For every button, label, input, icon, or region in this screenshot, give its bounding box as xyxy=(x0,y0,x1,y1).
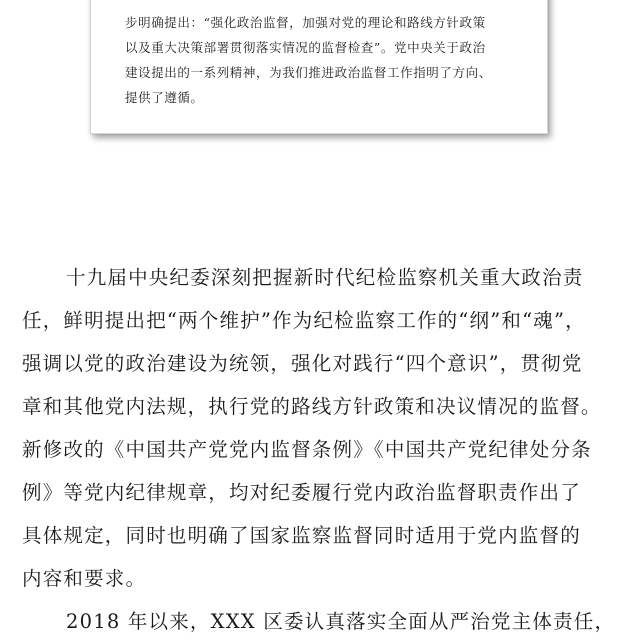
paragraph-line: 强调以党的政治建设为统领，强化对践行“四个意识”，贯彻党 xyxy=(22,352,583,375)
paragraph-line: 例》等党内纪律规章，均对纪委履行党内政治监督职责作出了 xyxy=(22,481,581,504)
quote-line: 提供了遵循。 xyxy=(125,90,204,105)
paragraph-line: 十九届中央纪委深刻把握新时代纪检监察机关重大政治责 xyxy=(66,266,584,289)
paragraph-line: 具体规定，同时也明确了国家监察监督同时适用于党内监督的 xyxy=(22,524,581,547)
quote-box xyxy=(90,0,548,134)
paragraph-line: 任，鲜明提出把“两个维护”作为纪检监察工作的“纲”和“魂”， xyxy=(22,309,586,332)
paragraph-line: 内容和要求。 xyxy=(22,567,147,590)
quote-line: 以及重大决策部署贯彻落实情况的监督检查”。党中央关于政治 xyxy=(125,40,486,55)
paragraph-line: 章和其他党内法规，执行党的路线方针政策和决议情况的监督。 xyxy=(22,395,602,418)
quote-line: 建设提出的一系列精神，为我们推进政治监督工作指明了方向、 xyxy=(125,65,492,80)
paragraph-line: 新修改的《中国共产党党内监督条例》《中国共产党纪律处分条 xyxy=(22,438,592,461)
quote-line: 步明确提出：“强化政治监督，加强对党的理论和路线方针政策 xyxy=(125,15,486,30)
paragraph-line: 2018 年以来，XXX 区委认真落实全面从严治党主体责任， xyxy=(66,610,616,633)
